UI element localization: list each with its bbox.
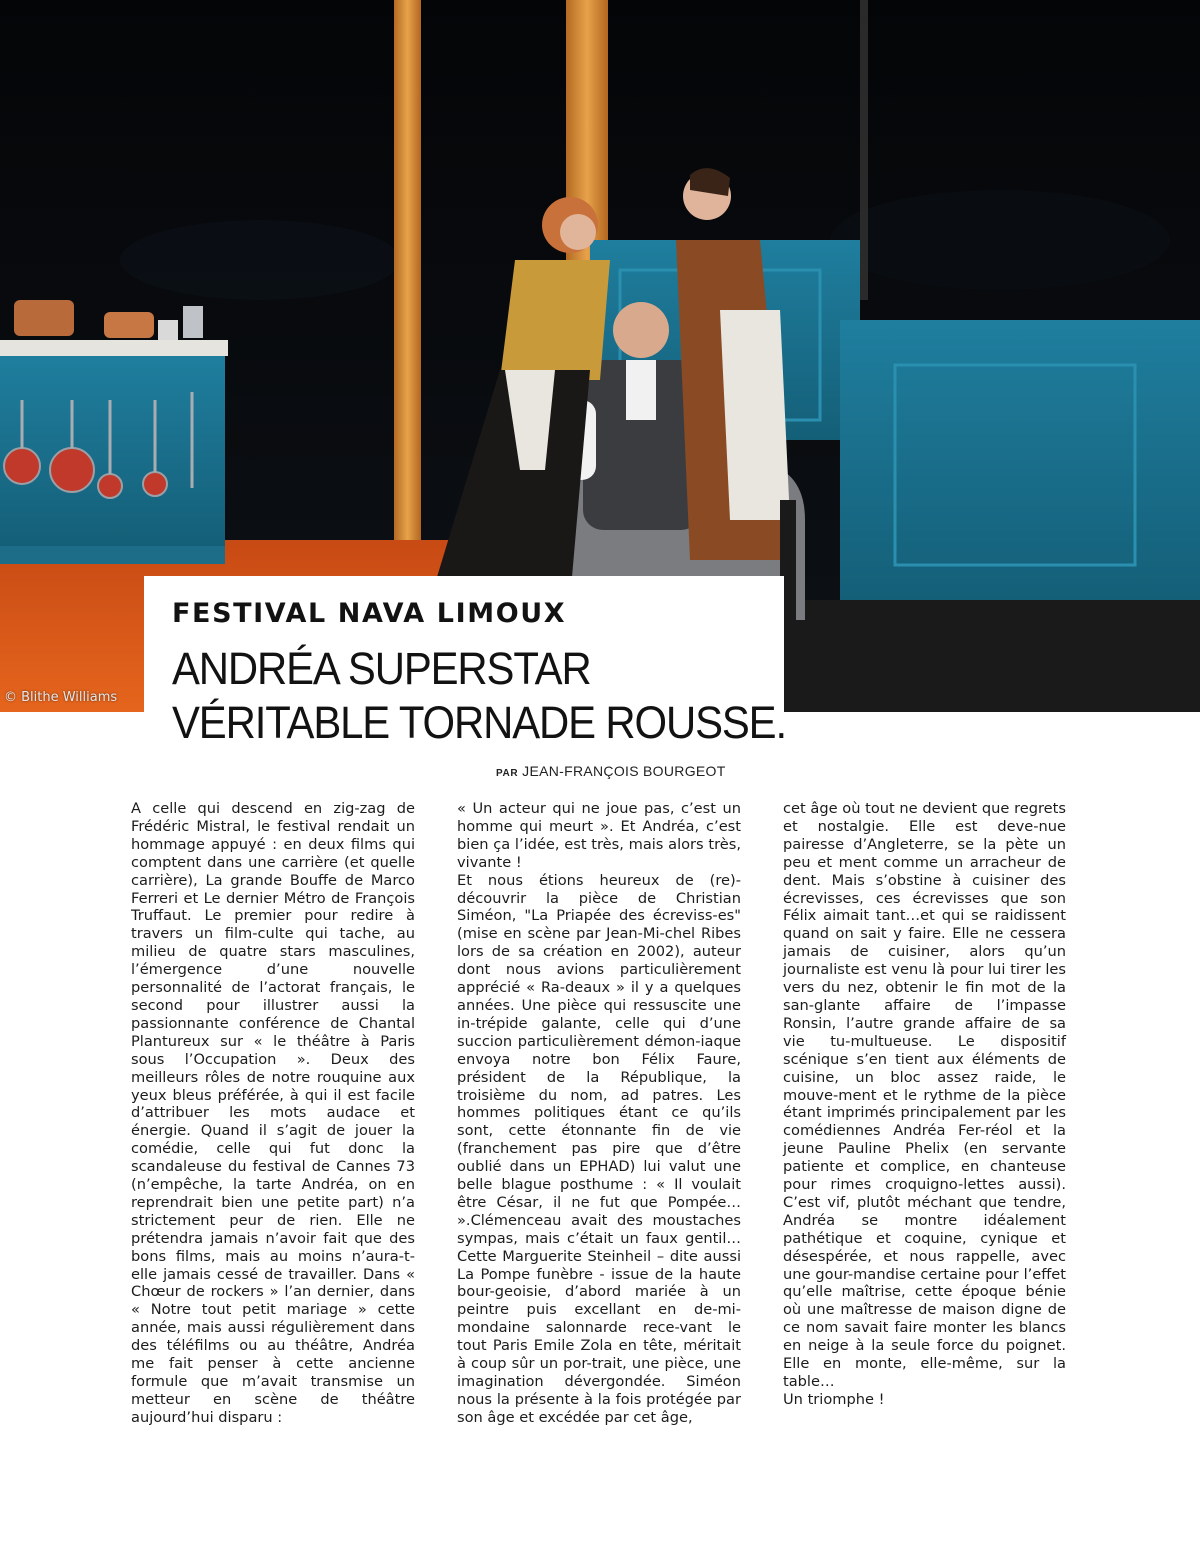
paragraph: Et nous étions heureux de (re)-découvrir la pièce de Christian Siméon, "La Priapée des écreviss-es" (mise en scène par Jean-Mi-chel Ribes lors de sa création en 2002), auteur dont nous avions particulièrement apprécié « Ra-deaux » il y a quelques années. Une pièce qui ressuscite une in-trépide galante, celle qui d’une succion particulièrement démon-iaque envoya notre bon Félix Faure, président de la République, la troisième du nom, ad patres. Les hommes politiques étant ce qu’ils sont, cette étonnante fin de vie (franchement pas pire que d’être oublié dans un EPHAD) lui valut une belle blague posthume : « Il voulait être César, il ne fut que Pompée… ».Clémenceau avait des moustaches sympas, mais c’était un faux gentil…Cette Marguerite Steinheil – dite aussi La Pompe funèbre - issue de la haute bour-geoisie, d’abord mariée à un peintre puis excellant en de-mi-mondaine salonnarde rece-vant le tout Paris Emile Zola en tête, méritait à coup sûr un por-trait, une pièce, une imagination dévergondée. Siméon nous la présente à la fois protégée par son âge et excédée par cet âge, — [457, 871, 741, 1426]
byline-author: JEAN-FRANÇOIS BOURGEOT — [522, 763, 726, 779]
headline-line-1: ANDRÉA SUPERSTAR — [172, 643, 591, 694]
paragraph: « Un acteur qui ne joue pas, c’est un homme qui meurt ». Et Andréa, c’est bien ça l’idée, est très, mais alors très, vivante ! — [457, 800, 741, 871]
article-column-2 — [457, 800, 741, 1427]
byline — [496, 763, 726, 779]
title-block — [144, 576, 784, 756]
paragraph: Un triomphe ! — [783, 1390, 885, 1408]
article-column-3 — [783, 800, 1066, 1409]
paragraph: cet âge où tout ne devient que regrets et nostalgie. Elle est deve-nue pairesse d’Angleterre, se la pète un peu et ment comme un arracheur de dent. Mais s’obstine à cuisiner des écrevisses, ces écrevisses que son Félix aimait tant…et qui se raidissent quand on sait y faire. Elle ne cessera jamais de cuisiner, alors qu’un journaliste est venu là pour lui tirer les vers du nez, obtenir le fin mot de la san-glante affaire de l’impasse Ronsin, l’autre grande affaire de sa vie tu-multueuse. Le dispositif scénique s’en tient aux éléments de cuisine, un bloc assez raide, le mouve-ment et le rythme de la pièce étant imprimés principalement par les comédiennes Andréa Fer-réol et la jeune Pauline Phelix (en servante patiente et complice, en chanteuse pour rimes croquigno-lettes aussi). C’est vif, plutôt méchant que tendre, Andréa se montre idéalement pathétique et coquine, cynique et désespérée, et nous rappelle, avec une gour-mandise certaine pour l’effet qu’elle maîtrise, cette époque bénie où une maîtresse de maison digne de ce nom savait faire monter les blancs en neige à la seule force du poignet. Elle en monte, elle-même, sur la table… — [783, 800, 1066, 1390]
article-column-1 — [131, 800, 415, 1427]
kicker: FESTIVAL NAVA LIMOUX — [172, 598, 567, 629]
headline — [172, 642, 786, 750]
paragraph: A celle qui descend en zig-zag de Frédéric Mistral, le festival rendait un hommage appuyé : en deux films qui comptent dans une carrière (et quelle carrière), La grande Bouffe de Marco Ferreri et Le dernier Métro de François Truffaut. Le premier pour redire à travers un film-culte qui tache, au milieu de quatre stars masculines, l’émergence d’une nouvelle personnalité de l’actorat français, le second pour illustrer aussi la passionnante conférence de Chantal Plantureux sur « le théâtre à Paris sous l’Occupation ». Deux des meilleurs rôles de notre rouquine aux yeux bleus préférée, à qui il est facile d’attribuer les mots audace et énergie. Quand il s’agit de jouer la comédie, celle qui fut donc la scandaleuse du festival de Cannes 73 (n’empêche, la tarte Andréa, on en reprendrait bien une petite part) n’a strictement peur de rien. Elle ne prétendra jamais n’avoir fait que des bons films, mais au moins n’aura-t-elle jamais cessé de travailler. Dans « Chœur de rockers » l’an dernier, dans « Notre tout petit mariage » cette année, mais aussi régulièrement dans des téléfilms ou au théâtre, Andréa me fait penser à cette ancienne formule que m’avait transmise un metteur en scène de théâtre aujourd’hui disparu : — [131, 800, 415, 1426]
byline-prefix: PAR — [496, 768, 519, 779]
headline-line-2: VÉRITABLE TORNADE ROUSSE. — [172, 697, 786, 748]
photo-credit: © Blithe Williams — [4, 690, 118, 705]
